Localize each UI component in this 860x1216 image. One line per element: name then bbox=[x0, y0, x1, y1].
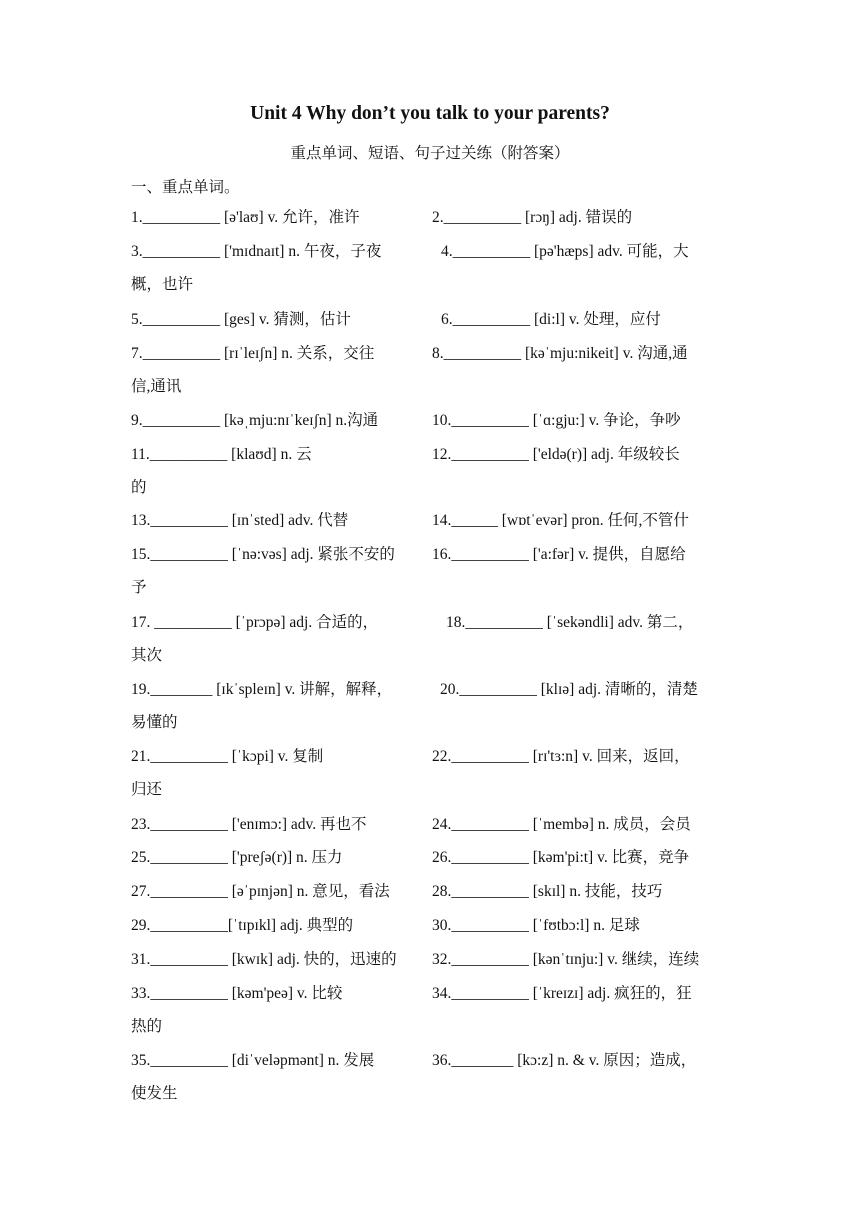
vocab-continuation: 其次 bbox=[131, 647, 163, 664]
vocab-item: 2.__________ [rɔŋ] adj. 错误的 bbox=[432, 209, 633, 226]
vocab-item: 16.__________ ['a:fər] v. 提供，自愿给 bbox=[432, 546, 686, 563]
vocab-item: 23.__________ ['enɪmɔ:] adv. 再也不 bbox=[131, 816, 367, 833]
vocab-item: 7.__________ [rɪˈleɪʃn] n. 关系，交往 bbox=[131, 345, 375, 362]
vocab-item: 31.__________ [kwɪk] adj. 快的，迅速的 bbox=[131, 951, 397, 968]
vocab-item: 24.__________ [ˈmembə] n. 成员，会员 bbox=[432, 816, 691, 833]
vocab-item: 17. __________ [ˈprɔpə] adj. 合适的， bbox=[131, 614, 379, 631]
vocab-item: 11.__________ [klaʊd] n. 云 bbox=[131, 446, 312, 463]
vocab-item: 36.________ [kɔ:z] n. & v. 原因；造成， bbox=[432, 1052, 697, 1069]
vocab-item: 29.__________[ˈtɪpɪkl] adj. 典型的 bbox=[131, 917, 354, 934]
section-heading: 一、重点单词。 bbox=[131, 179, 240, 196]
vocab-item: 5.__________ [ges] v. 猜测，估计 bbox=[131, 311, 351, 328]
vocab-item: 32.__________ [kənˈtɪnju:] v. 继续，连续 bbox=[432, 951, 700, 968]
vocab-item: 19.________ [ɪkˈspleɪn] v. 讲解，解释， bbox=[131, 681, 393, 698]
document-subtitle: 重点单词、短语、句子过关练（附答案） bbox=[290, 145, 570, 162]
vocab-continuation: 的 bbox=[131, 479, 147, 496]
vocab-item: 1.__________ [ə'laʊ] v. 允许，准许 bbox=[131, 209, 360, 226]
vocab-item: 4.__________ [pə'hæps] adv. 可能，大 bbox=[441, 243, 689, 260]
vocab-item: 15.__________ [ˈnə:vəs] adj. 紧张不安的 bbox=[131, 546, 395, 563]
vocab-item: 27.__________ [əˈpɪnjən] n. 意见，看法 bbox=[131, 883, 390, 900]
vocab-item: 18.__________ [ˈsekəndli] adv. 第二， bbox=[446, 614, 694, 631]
vocab-item: 22.__________ [rɪ'tɜ:n] v. 回来，返回， bbox=[432, 748, 690, 765]
vocab-item: 30.__________ [ˈfʊtbɔ:l] n. 足球 bbox=[432, 917, 640, 934]
vocab-item: 34.__________ [ˈkreɪzɪ] adj. 疯狂的，狂 bbox=[432, 985, 692, 1002]
vocab-continuation: 使发生 bbox=[131, 1085, 178, 1102]
vocab-item: 26.__________ [kəm'pi:t] v. 比赛，竞争 bbox=[432, 849, 690, 866]
document-title: Unit 4 Why don’t you talk to your parents? bbox=[250, 103, 610, 124]
vocab-continuation: 易懂的 bbox=[131, 714, 178, 731]
vocab-item: 28.__________ [skɪl] n. 技能，技巧 bbox=[432, 883, 663, 900]
vocab-item: 25.__________ ['preʃə(r)] n. 压力 bbox=[131, 849, 343, 866]
vocab-item: 14.______ [wɒtˈevər] pron. 任何,不管什 bbox=[432, 512, 689, 529]
vocab-item: 35.__________ [diˈveləpmənt] n. 发展 bbox=[131, 1052, 375, 1069]
vocab-continuation: 热的 bbox=[131, 1018, 163, 1035]
vocab-item: 10.__________ [ˈɑ:gju:] v. 争论，争吵 bbox=[432, 412, 681, 429]
vocab-item: 13.__________ [ɪnˈsted] adv. 代替 bbox=[131, 512, 349, 529]
vocab-item: 3.__________ ['mɪdnaɪt] n. 午夜，子夜 bbox=[131, 243, 382, 260]
vocab-item: 21.__________ [ˈkɔpi] v. 复制 bbox=[131, 748, 324, 765]
vocab-item: 9.__________ [kəˌmju:nɪˈkeɪʃn] n.沟通 bbox=[131, 412, 379, 429]
vocab-continuation: 归还 bbox=[131, 781, 163, 798]
vocab-item: 8.__________ [kəˈmju:nikeit] v. 沟通,通 bbox=[432, 345, 688, 362]
vocab-continuation: 予 bbox=[131, 579, 147, 596]
vocab-item: 33.__________ [kəm'peə] v. 比较 bbox=[131, 985, 343, 1002]
vocab-continuation: 概，也许 bbox=[131, 276, 194, 293]
vocab-item: 6.__________ [di:l] v. 处理，应付 bbox=[441, 311, 661, 328]
vocab-item: 12.__________ ['eldə(r)] adj. 年级较长 bbox=[432, 446, 680, 463]
vocab-continuation: 信,通讯 bbox=[131, 378, 182, 395]
vocab-item: 20.__________ [klɪə] adj. 清晰的，清楚 bbox=[440, 681, 698, 698]
